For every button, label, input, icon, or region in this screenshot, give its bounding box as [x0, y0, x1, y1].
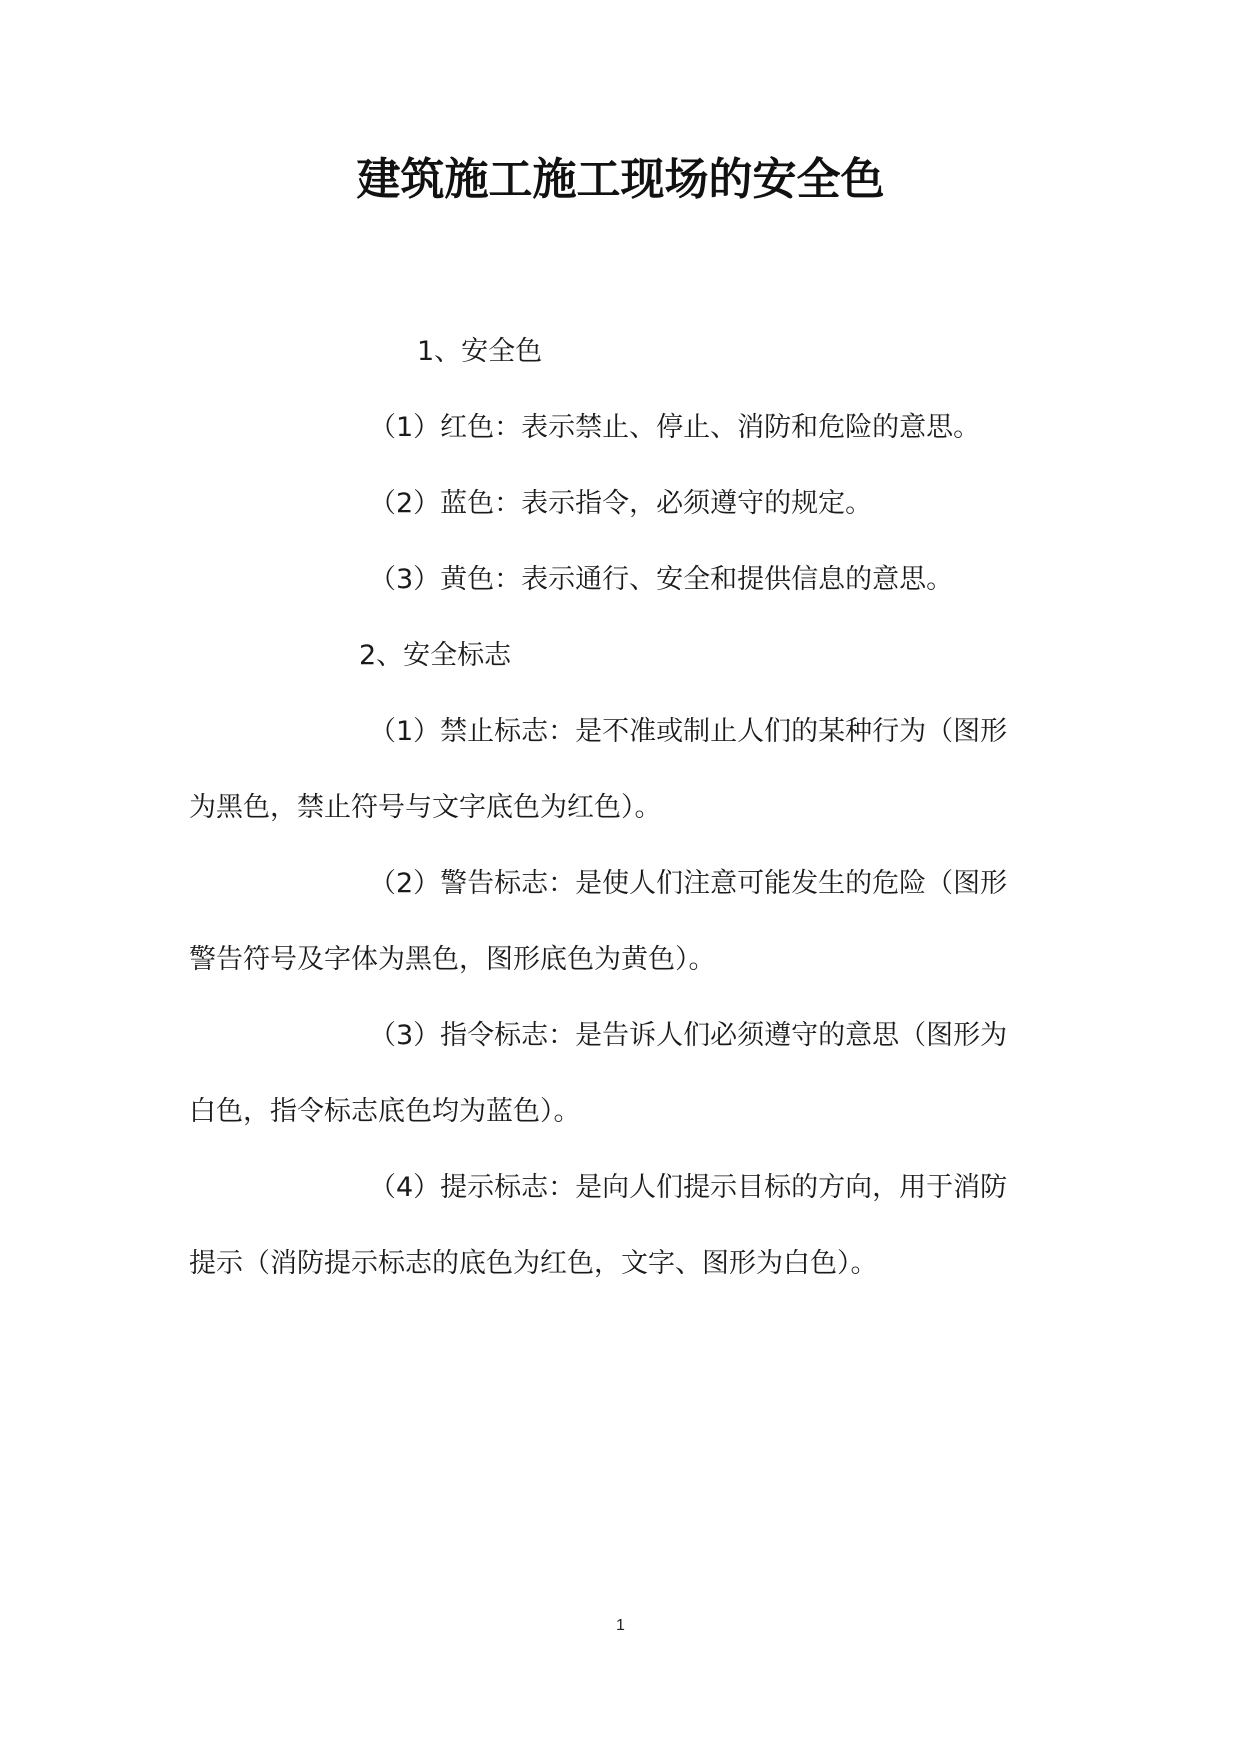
paragraph-line: （3）指令标志：是告诉人们必须遵守的意思（图形为	[369, 1020, 1008, 1051]
paragraph-line: （1）禁止标志：是不准或制止人们的某种行为（图形	[369, 716, 1008, 747]
paragraph-prohibition-sign	[189, 707, 1059, 859]
page-title: 建筑施工施工现场的安全色	[356, 154, 885, 205]
page-number: 1	[616, 1617, 625, 1634]
paragraph-line: （4）提示标志：是向人们提示目标的方向，用于消防	[369, 1172, 1008, 1203]
paragraph-line: 为黑色，禁止符号与文字底色为红色）。	[189, 792, 662, 823]
section-heading-safety-colors: 1、安全色	[417, 336, 543, 367]
paragraph-line: （2）警告标志：是使人们注意可能发生的危险（图形	[369, 868, 1008, 899]
list-item-yellow: （3）黄色：表示通行、安全和提供信息的意思。	[369, 564, 954, 595]
section-heading-safety-signs: 2、安全标志	[359, 640, 512, 671]
paragraph-information-sign	[189, 1163, 1059, 1315]
paragraph-line: 白色，指令标志底色均为蓝色）。	[189, 1096, 581, 1127]
document-body	[189, 327, 1059, 1315]
list-item-blue: （2）蓝色：表示指令，必须遵守的规定。	[369, 488, 873, 519]
paragraph-mandatory-sign	[189, 1011, 1059, 1163]
paragraph-warning-sign	[189, 859, 1059, 1011]
list-item-red: （1）红色：表示禁止、停止、消防和危险的意思。	[369, 412, 981, 443]
paragraph-line: 提示（消防提示标志的底色为红色，文字、图形为白色）。	[189, 1248, 878, 1279]
paragraph-line: 警告符号及字体为黑色，图形底色为黄色）。	[189, 944, 716, 975]
